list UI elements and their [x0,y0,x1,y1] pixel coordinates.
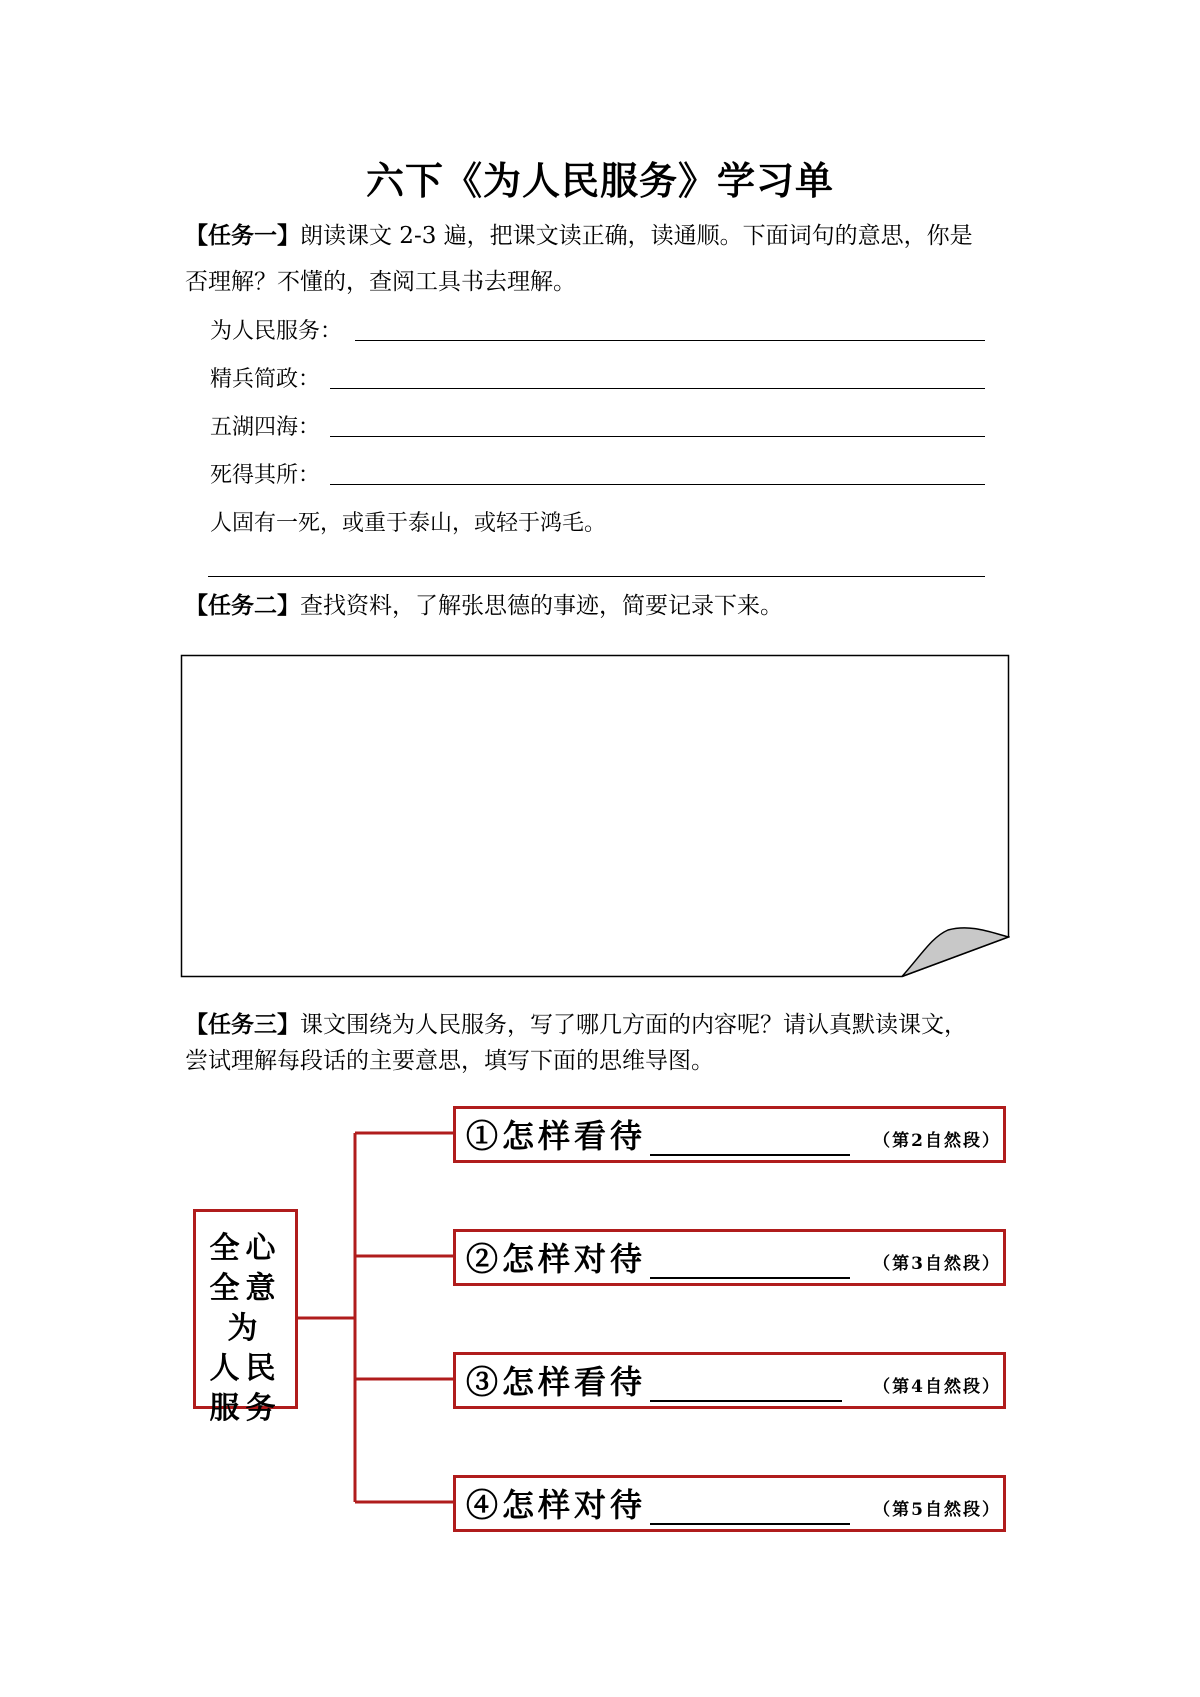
sentence-label: 人固有一死，或重于泰山，或轻于鸿毛。 [210,511,607,536]
branch-1-blank[interactable] [650,1124,850,1156]
central-text-4: 人民 [209,1351,282,1386]
term-3-answer-line[interactable] [330,436,985,437]
term-1-answer-line[interactable] [355,340,985,341]
branch-2-label: ②怎样对待 [466,1240,647,1278]
term-3-label: 五湖四海： [210,415,321,440]
branch-3-note: （第4自然段） [873,1377,1001,1397]
term-2-label: 精兵简政： [210,367,321,392]
branch-1-label: ①怎样看待 [466,1117,647,1155]
mindmap-branch-4 [453,1475,1006,1532]
branch-2-note: （第3自然段） [873,1254,1001,1274]
branch-3-label: ③怎样看待 [466,1363,647,1401]
term-4-answer-line[interactable] [330,484,985,485]
task1-text-line2: 否理解？不懂的，查阅工具书去理解。 [185,269,576,295]
central-text-5: 服务 [209,1391,282,1426]
task2-paragraph [185,586,1035,626]
task1-paragraph [185,216,1035,302]
branch-4-blank[interactable] [650,1493,850,1525]
task3-text-line1: 课文围绕为人民服务，写了哪几方面的内容呢？请认真默读课文， [300,1012,967,1038]
central-text-1: 全心 [209,1231,282,1266]
branch-4-note: （第5自然段） [873,1500,1001,1520]
branch-3-blank[interactable] [650,1370,842,1402]
task2-text: 查找资料，了解张思德的事迹，简要记录下来。 [300,593,783,619]
central-text-3: 为 [227,1311,264,1346]
mindmap-branch-3 [453,1352,1006,1409]
notes-box[interactable] [180,654,1010,978]
mindmap-central-node [193,1209,298,1426]
task3-text-line2: 尝试理解每段话的主要意思，填写下面的思维导图。 [185,1048,714,1074]
page-title: 六下《为人民服务》学习单 [365,158,834,203]
branch-1-note: （第2自然段） [873,1131,1001,1151]
mindmap-branch-1 [453,1106,1006,1163]
branch-4-label: ④怎样对待 [466,1486,647,1524]
task1-text-line1: 朗读课文 2-3 遍，把课文读正确，读通顺。下面词句的意思，你是 [300,223,973,249]
task1-label: 【任务一】 [185,222,300,249]
sentence-answer-line[interactable] [208,576,985,577]
task3-label: 【任务三】 [185,1011,300,1038]
central-text-2: 全意 [209,1271,282,1306]
task3-paragraph [185,1005,1035,1081]
term-2-answer-line[interactable] [330,388,985,389]
branch-2-blank[interactable] [650,1247,850,1279]
task2-label: 【任务二】 [185,592,300,619]
term-4-label: 死得其所： [210,463,321,488]
term-1-label: 为人民服务： [210,319,343,344]
mindmap-branch-2 [453,1229,1006,1286]
